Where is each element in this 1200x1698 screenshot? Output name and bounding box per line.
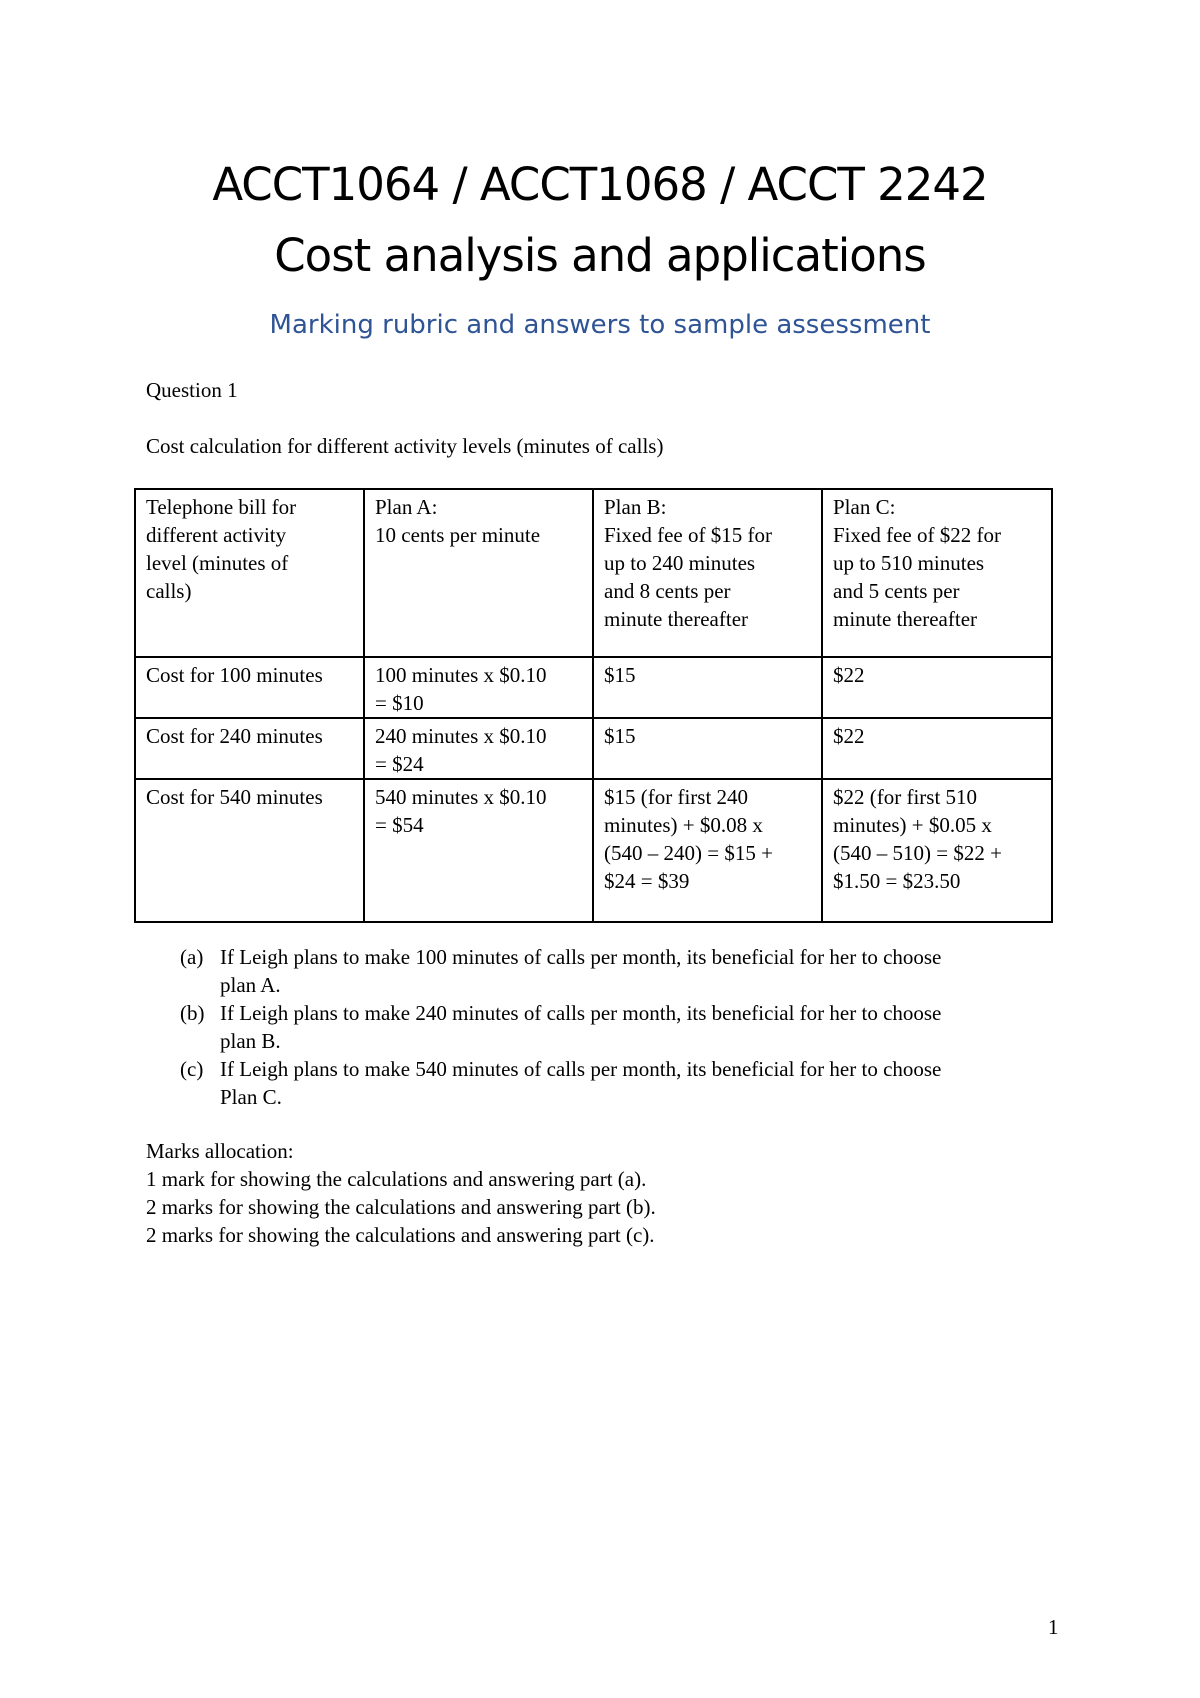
cell-line: Telephone bill for (146, 495, 297, 519)
page-number: 1 (1048, 1615, 1059, 1639)
answer-text: plan A. (220, 973, 281, 997)
answer-item-b (180, 999, 1060, 1055)
cell-line: level (minutes of (146, 551, 289, 575)
answer-text: If Leigh plans to make 100 minutes of calls per month, its beneficial for her to choose (220, 945, 942, 969)
cell-line: = $54 (375, 813, 424, 837)
table-row (135, 718, 1052, 779)
cell-line: and 8 cents per (604, 579, 731, 603)
cell-line: $15 (604, 724, 636, 748)
row-label-cell (135, 779, 364, 922)
question-intro: Cost calculation for different activity levels (minutes of calls) (146, 434, 664, 458)
document-title-line-1: ACCT1064 / ACCT1068 / ACCT 2242 (212, 158, 988, 211)
cell-line: Plan A: (375, 495, 438, 519)
cell-line: Plan C: (833, 495, 896, 519)
cell-line: minute thereafter (604, 607, 749, 631)
cell-line: (540 – 240) = $15 + (604, 841, 773, 865)
header-cell-plan-c (822, 489, 1052, 657)
marks-allocation (146, 1137, 656, 1249)
answer-item-c (180, 1055, 1060, 1111)
cell-line: up to 510 minutes (833, 551, 985, 575)
cell-line: = $10 (375, 691, 424, 715)
marks-item: 2 marks for showing the calculations and answering part (c). (146, 1223, 655, 1247)
cell-line: up to 240 minutes (604, 551, 756, 575)
plan-a-cost-cell (364, 718, 593, 779)
answer-text: If Leigh plans to make 540 minutes of calls per month, its beneficial for her to choose (220, 1057, 942, 1081)
cell-line: Fixed fee of $22 for (833, 523, 1001, 547)
cell-line: Fixed fee of $15 for (604, 523, 772, 547)
cost-comparison-table (134, 488, 1053, 923)
plan-a-cost-cell (364, 779, 593, 922)
answer-item-a (180, 943, 1060, 999)
cell-line: (540 – 510) = $22 + (833, 841, 1002, 865)
header-cell-plan-a (364, 489, 593, 657)
table-row (135, 657, 1052, 718)
document-title-line-2: Cost analysis and applications (274, 229, 926, 282)
plan-b-cost-cell (593, 657, 822, 718)
answer-text: plan B. (220, 1029, 281, 1053)
answer-list (180, 943, 1060, 1111)
cell-line: $15 (for first 240 (604, 785, 749, 809)
marks-item: 1 mark for showing the calculations and answering part (a). (146, 1167, 647, 1191)
plan-b-cost-cell (593, 779, 822, 922)
row-label-cell (135, 657, 364, 718)
cell-line: $15 (604, 663, 636, 687)
answer-text: If Leigh plans to make 240 minutes of calls per month, its beneficial for her to choose (220, 1001, 942, 1025)
cell-line: Cost for 540 minutes (146, 785, 323, 809)
cell-line: $22 (833, 724, 865, 748)
cell-line: $1.50 = $23.50 (833, 869, 961, 893)
cell-line: $22 (833, 663, 865, 687)
cell-line: = $24 (375, 752, 424, 776)
list-marker: (a) (180, 945, 204, 969)
cell-line: 240 minutes x $0.10 (375, 724, 547, 748)
cell-line: minutes) + $0.05 x (833, 813, 992, 837)
cell-line: and 5 cents per (833, 579, 960, 603)
cell-line: Cost for 100 minutes (146, 663, 323, 687)
plan-c-cost-cell (822, 718, 1052, 779)
cell-line: calls) (146, 579, 192, 603)
list-marker: (c) (180, 1057, 204, 1081)
cell-line: minute thereafter (833, 607, 978, 631)
cell-line: $24 = $39 (604, 869, 690, 893)
marks-item: 2 marks for showing the calculations and answering part (b). (146, 1195, 656, 1219)
plan-b-cost-cell (593, 718, 822, 779)
list-marker: (b) (180, 1001, 205, 1025)
table-row (135, 779, 1052, 922)
cell-line: minutes) + $0.08 x (604, 813, 763, 837)
cell-line: $22 (for first 510 (833, 785, 978, 809)
document-subtitle: Marking rubric and answers to sample assessment (269, 310, 931, 340)
question-label: Question 1 (146, 378, 238, 402)
marks-heading: Marks allocation: (146, 1139, 294, 1163)
plan-c-cost-cell (822, 779, 1052, 922)
answer-text: Plan C. (220, 1085, 282, 1109)
row-label-cell (135, 718, 364, 779)
header-cell-plan-b (593, 489, 822, 657)
cell-line: 540 minutes x $0.10 (375, 785, 547, 809)
header-cell-activity-level (135, 489, 364, 657)
plan-c-cost-cell (822, 657, 1052, 718)
table-header-row (135, 489, 1052, 657)
plan-a-cost-cell (364, 657, 593, 718)
cell-line: 10 cents per minute (375, 523, 541, 547)
cell-line: Cost for 240 minutes (146, 724, 323, 748)
cell-line: different activity (146, 523, 287, 547)
cell-line: Plan B: (604, 495, 667, 519)
cell-line: 100 minutes x $0.10 (375, 663, 547, 687)
